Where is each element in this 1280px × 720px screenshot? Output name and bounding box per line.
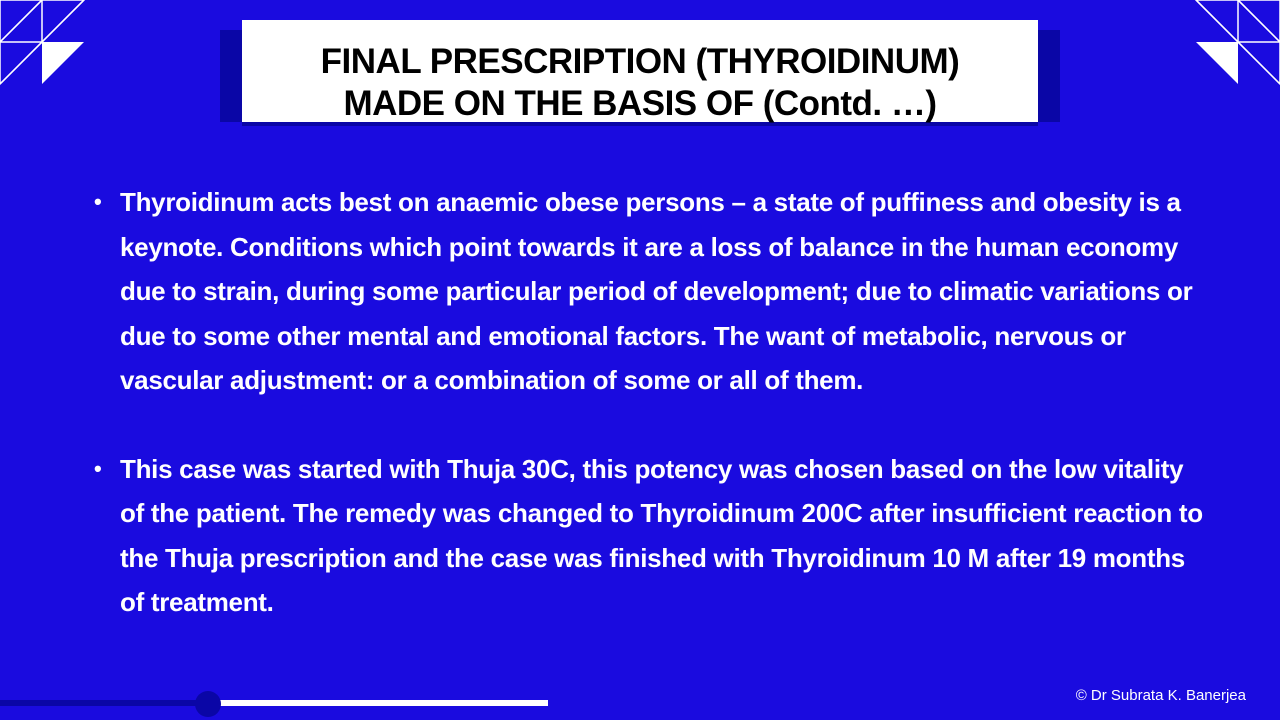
bullet-text: Thyroidinum acts best on anaemic obese persons – a state of puffiness and obesity is a keynote. Conditions which point towards it are a loss of balance in the human economy due to strain, during some particular period of development; due to climatic variations or due to some other mental and emotional factors. The want of metabolic, nervous or vascular adjustment: or a combination of some or all of them.	[120, 187, 1193, 395]
bullet-marker: •	[94, 189, 102, 214]
bullet-list	[94, 180, 1214, 625]
title-line-1: FINAL PRESCRIPTION (THYROIDINUM)	[320, 42, 960, 81]
bullet-item	[94, 180, 1214, 403]
bullet-text: This case was started with Thuja 30C, this potency was chosen based on the low vitality of the patient. The remedy was changed to Thyroidinum 200C after insufficient reaction to the Thuja prescription and the case was finished with Thyroidinum 10 M after 19 months of treatment.	[120, 453, 1203, 617]
page-title	[242, 41, 1038, 125]
bullet-marker: •	[94, 455, 102, 481]
corner-decoration-right	[1190, 0, 1280, 90]
title-box	[242, 20, 1038, 126]
slide-progress-bar[interactable]	[0, 698, 548, 708]
title-banner	[220, 20, 1060, 130]
bullet-item	[94, 447, 1214, 625]
progress-knob[interactable]	[195, 691, 221, 717]
copyright-notice: © Dr Subrata K. Banerjea	[1075, 687, 1246, 704]
corner-decoration-left	[0, 0, 90, 90]
progress-fill	[0, 700, 208, 706]
title-line-2: MADE ON THE BASIS OF (Contd. …)	[343, 84, 937, 123]
